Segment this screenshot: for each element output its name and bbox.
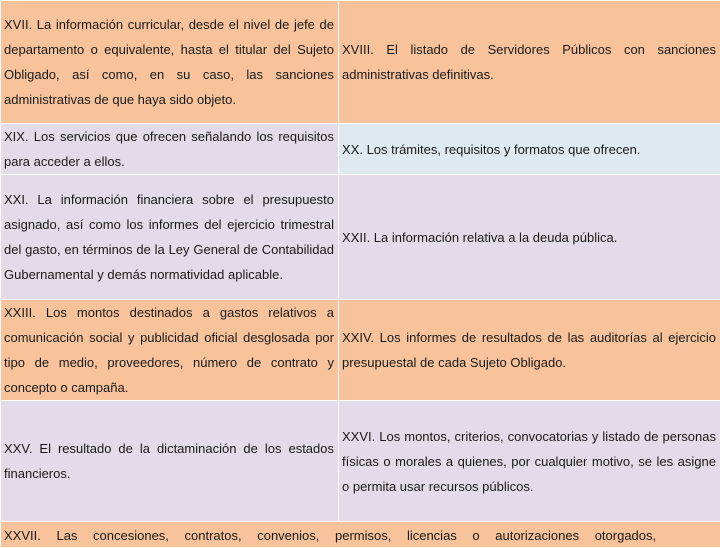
obligation-cell [1, 401, 339, 522]
obligation-text: XXIII. Los montos destinados a gastos relativos a comunicación social y publicidad oficial desglosada por tipo de medio, proveedores, número de contrato y concepto o campaña. [4, 300, 334, 400]
obligation-cell [1, 522, 720, 548]
obligation-cell [339, 175, 720, 300]
obligation-cell [339, 124, 720, 175]
obligation-cell [1, 1, 339, 124]
obligation-text: XVII. La información curricular, desde el nivel de jefe de departamento o equivalente, hasta el titular del Sujeto Obligado, así como, en su caso, las sanciones administrativas de que haya sido objeto. [4, 12, 334, 112]
obligation-cell [339, 1, 720, 124]
obligation-cell [339, 300, 720, 401]
table-row [1, 175, 720, 300]
table-row [1, 124, 720, 175]
table-row [1, 1, 720, 124]
table-row [1, 300, 720, 401]
obligation-text: XX. Los trámites, requisitos y formatos que ofrecen. [342, 137, 716, 162]
obligation-text: XXVI. Los montos, criterios, convocatorias y listado de personas físicas o morales a quienes, por cualquier motivo, se les asigne o permita usar recursos públicos. [342, 424, 716, 499]
obligation-text: XXVII. Las concesiones, contratos, convenios, permisos, licencias o autorizaciones otorgados, [4, 525, 716, 547]
obligation-text: XXII. La información relativa a la deuda pública. [342, 225, 716, 250]
table-row [1, 522, 720, 548]
obligation-cell [1, 175, 339, 300]
obligation-cell [1, 124, 339, 175]
obligation-text: XIX. Los servicios que ofrecen señalando los requisitos para acceder a ellos. [4, 124, 334, 174]
obligation-cell [1, 300, 339, 401]
obligation-cell [339, 401, 720, 522]
obligation-text: XXIV. Los informes de resultados de las auditorías al ejercicio presupuestal de cada Sujeto Obligado. [342, 325, 716, 375]
obligation-text: XXI. La información financiera sobre el presupuesto asignado, así como los informes del ejercicio trimestral del gasto, en términos de la Ley General de Contabilidad Gubernamental y demás normatividad aplicable. [4, 187, 334, 287]
obligation-text: XXV. El resultado de la dictaminación de los estados financieros. [4, 436, 334, 486]
obligation-text: XVIII. El listado de Servidores Públicos con sanciones administrativas definitivas. [342, 37, 716, 87]
table-row [1, 401, 720, 522]
